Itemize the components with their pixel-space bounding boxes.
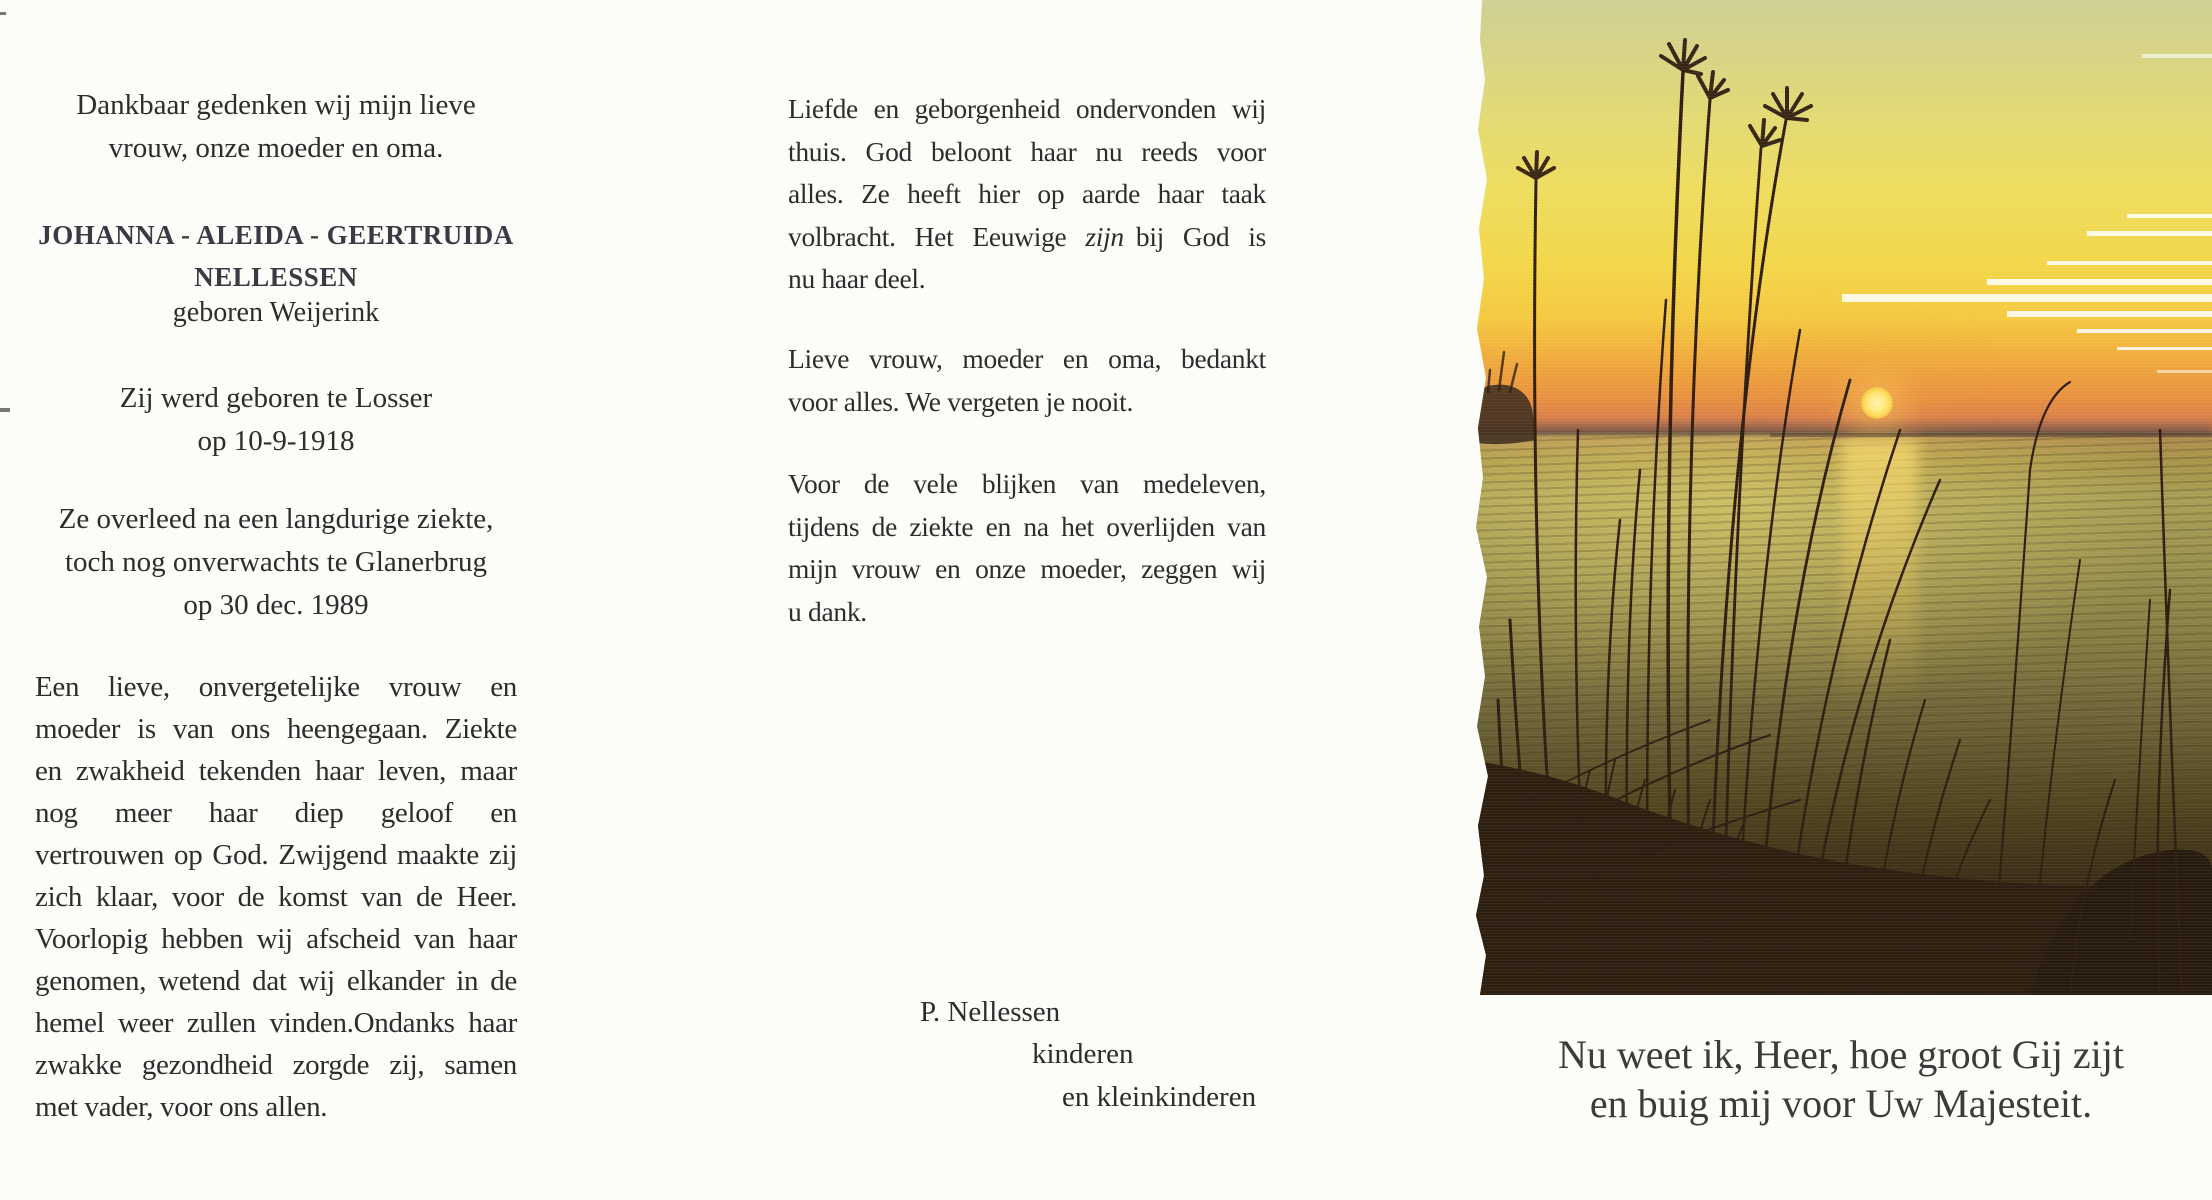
gratitude-line: nu haar deel.	[788, 263, 926, 294]
scan-speck	[0, 12, 6, 15]
death-line: Ze overleed na een langdurige ziekte,	[58, 503, 494, 535]
birth-info	[35, 377, 517, 463]
deceased-name-line: JOHANNA - ALEIDA - GEERTRUIDA	[38, 220, 514, 250]
memorial-line: zich klaar, voor de komst van de Heer.	[35, 881, 517, 913]
scan-speck	[0, 408, 10, 412]
italic-word: zijn	[1085, 220, 1124, 252]
thanks-line: mijn vrouw en onze moeder, zeggen wij	[788, 553, 1266, 584]
memorial-intro	[35, 84, 517, 170]
signature-children: kinderen	[1032, 1038, 1134, 1070]
thanks-line: Voor de vele blijken van medeleven,	[788, 468, 1266, 499]
memorial-line: hemel weer zullen vinden.Ondanks haar	[35, 1007, 517, 1039]
intro-line: vrouw, onze moeder en oma.	[108, 132, 444, 164]
thanks-line: tijdens de ziekte en na het overlijden van	[788, 510, 1266, 542]
sunset-photo	[1470, 0, 2212, 995]
memorial-line: Een lieve, onvergetelijke vrouw en	[35, 671, 517, 703]
condolence-thanks-text	[788, 463, 1266, 633]
gratitude-text	[788, 88, 1266, 301]
farewell-line: Lieve vrouw, moeder en oma, bedankt	[788, 343, 1266, 374]
gratitude-line: alles. Ze heeft hier op aarde haar taak	[788, 178, 1266, 209]
signature-grandchildren: en kleinkinderen	[1062, 1081, 1257, 1113]
scanline-texture	[1470, 0, 2212, 995]
deceased-name-line: NELLESSEN	[194, 262, 358, 292]
death-line: toch nog onverwachts te Glanerbrug	[65, 546, 487, 578]
memorial-text	[35, 666, 517, 1128]
intro-line: Dankbaar gedenken wij mijn lieve	[76, 89, 476, 121]
caption-line: en buig mij voor Uw Majesteit.	[1589, 1081, 2093, 1126]
gratitude-line: Liefde en geborgenheid ondervonden wij	[788, 93, 1266, 124]
memorial-line: met vader, voor ons allen.	[35, 1091, 328, 1123]
caption-line: Nu weet ik, Heer, hoe groot Gij zijt	[1557, 1032, 2124, 1077]
farewell-line: voor alles. We vergeten je nooit.	[788, 385, 1134, 417]
deceased-name	[23, 214, 529, 298]
birth-line: Zij werd geboren te Losser	[119, 382, 433, 414]
photo-caption	[1478, 1030, 2204, 1128]
memorial-line: moeder is van ons heengegaan. Ziekte	[35, 713, 517, 745]
memorial-line: vertrouwen op God. Zwijgend maakte zij	[35, 839, 517, 871]
memorial-line: genomen, wetend dat wij elkander in de	[35, 965, 517, 997]
farewell-text	[788, 338, 1266, 423]
signature-name: P. Nellessen	[920, 996, 1061, 1028]
death-line: op 30 dec. 1989	[183, 589, 369, 621]
gratitude-line: volbracht. Het Eeuwige zijn bij God is	[788, 220, 1266, 252]
memorial-line: Voorlopig hebben wij afscheid van haar	[35, 923, 517, 955]
thanks-line: u dank.	[788, 595, 867, 627]
death-info	[35, 498, 517, 627]
gratitude-line: thuis. God beloont haar nu reeds voor	[788, 135, 1266, 167]
memorial-line: en zwakheid tekenden haar leven, maar	[35, 755, 517, 787]
memorial-line: zwakke gezondheid zorgde zij, samen	[35, 1049, 517, 1081]
birth-line: op 10-9-1918	[197, 425, 355, 457]
maiden-name: geboren Weijerink	[172, 297, 380, 328]
memorial-line: nog meer haar diep geloof en	[35, 797, 517, 829]
